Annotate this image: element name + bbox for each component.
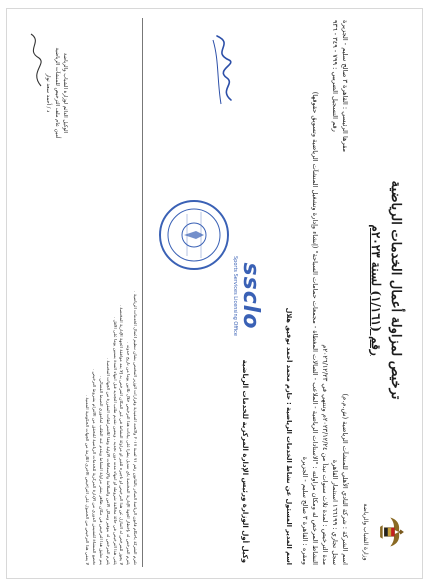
term-line: لا يجوز للمرخص له التنازل عن هذا الترخيص أو تأجيره للغير أو مزاولة النشاط في غير المكان المرخص به إلا بعد موافقة الجهة الإدارية المختصة . bbox=[118, 304, 124, 565]
responsible-manager: اسم المدير المسئول عن نشاط الخدمات الرياضية : حازم محمد أحمد توفيق هلال bbox=[285, 307, 293, 565]
license-details bbox=[283, 20, 349, 565]
certificate-number: رقم (١/١٦١) لسنة ٢٠٢٣م bbox=[369, 224, 383, 356]
commercial-register: سجل تجاري : ١٦٦١٩٩ استثمار القاهرة bbox=[331, 459, 339, 565]
company-row bbox=[339, 20, 349, 565]
certificate-title: ترخيص لمزاولة أعمال الخدمات الرياضية bbox=[388, 180, 403, 400]
term-line: يلتزم المرخص له بتوفير وسائل الأمن والسلامة والإسعافات الأولية وفقاً للاشتراطات المقررة من الجهات المختصة . bbox=[104, 357, 110, 565]
ssclo-logo-subtitle: Sports Services Licensing Office bbox=[232, 256, 238, 336]
term-line: يلتزم المرخص له بإخطار الجهة الإدارية المختصة بأي تعديل يطرأ على بيانات هذا الترخيص خلال ثلاثين يوماً من تاريخ حدوثه . bbox=[125, 342, 131, 565]
term-line: يلغى هذا الترخيص في حالة مخالفة شروطه أو انتهاء مدته دون تجديد ، ويتعين تقديم طلب التجديد قبل انتهاء المدة بستين يوماً على الأقل . bbox=[111, 316, 117, 565]
ssclo-logo bbox=[232, 248, 263, 344]
tax-number: رقم التسجيل الضريبي : ٧٩٩ - ٣٤٩ - ٩٣٦ bbox=[331, 20, 339, 132]
ministry-header bbox=[362, 497, 409, 567]
notes-divider bbox=[142, 18, 143, 567]
egypt-eagle-emblem-icon bbox=[375, 515, 409, 549]
head-office: مقرها الرئيسي : القاهرة ٣ صالح سليم - الجزيرة bbox=[341, 20, 349, 152]
activity-address: ومقره : القاهرة ٣ صالح سليم - الجزيرة bbox=[301, 456, 309, 565]
signature bbox=[207, 30, 241, 110]
term-line: تلتزم الشركة بأحكام قانون الرياضة الصادر بالقانون رقم ٧١ لسنة ٢٠١٧ ولائحته التنفيذية وقرارات الوزير المختص بشأن تنظيم أعمال الخدمات الرياضية . bbox=[132, 291, 137, 565]
term-line: لا يعفي هذا الترخيص من الحصول على التراخيص الأخرى اللازمة من الجهات الحكومية المعنية . bbox=[84, 394, 90, 565]
company-name: اسم الشركة : شركة النادي الأهلي للمنشآت الرياضية (ش.م.م) bbox=[341, 393, 349, 565]
licensed-activity: النشاط المرخص له ومكان مزاولته : "الاستادات الرياضية - الملاعب - الصالات المغطاة - مجمعات حمامات السباحة" (إنشاء وإدارة وتشغيل المنشآت الرياضية وتسويق حقوقها) bbox=[311, 91, 319, 565]
footer-line-2: أمين عام ملف الترخيص للمنشآت الرياضية bbox=[53, 47, 60, 139]
ministry-name: وزارة الشباب والرياضة bbox=[362, 503, 369, 561]
register-row bbox=[329, 20, 339, 565]
license-terms bbox=[82, 20, 137, 565]
official-title: وكيل أول الوزارة ورئيس الإدارة المركزية للخدمات الرياضية bbox=[241, 359, 249, 563]
footer-signature bbox=[21, 30, 51, 90]
ssclo-logo-mark: ssclo bbox=[238, 262, 263, 330]
footer-line-1: الوكيل الدائم لوزارة الشباب والرياضة bbox=[62, 52, 68, 134]
official-stamp-seal bbox=[157, 198, 231, 272]
footer-line-3: د / أحمد سعد نوار bbox=[45, 73, 52, 113]
term-line: يتم تعليق هذا الترخيص في مكان ظاهر بمقر مزاولة النشاط ويقدم عند الطلب لمأموري الضبط القضائي . bbox=[97, 375, 103, 565]
spacer bbox=[293, 20, 299, 565]
term-line: تخضع المنشأة للتفتيش الدوري من الإدارة المركزية للخدمات الرياضية للتحقق من الالتزام بشروط الترخيص . bbox=[91, 368, 97, 565]
license-duration: مدة الترخيص : لمدة ثلاث سنوات تبدأ من ٢٠٢٣/١٢/٢٤م وتنتهي في ٢٠٢٦/١٢/٢٣م bbox=[321, 344, 329, 565]
